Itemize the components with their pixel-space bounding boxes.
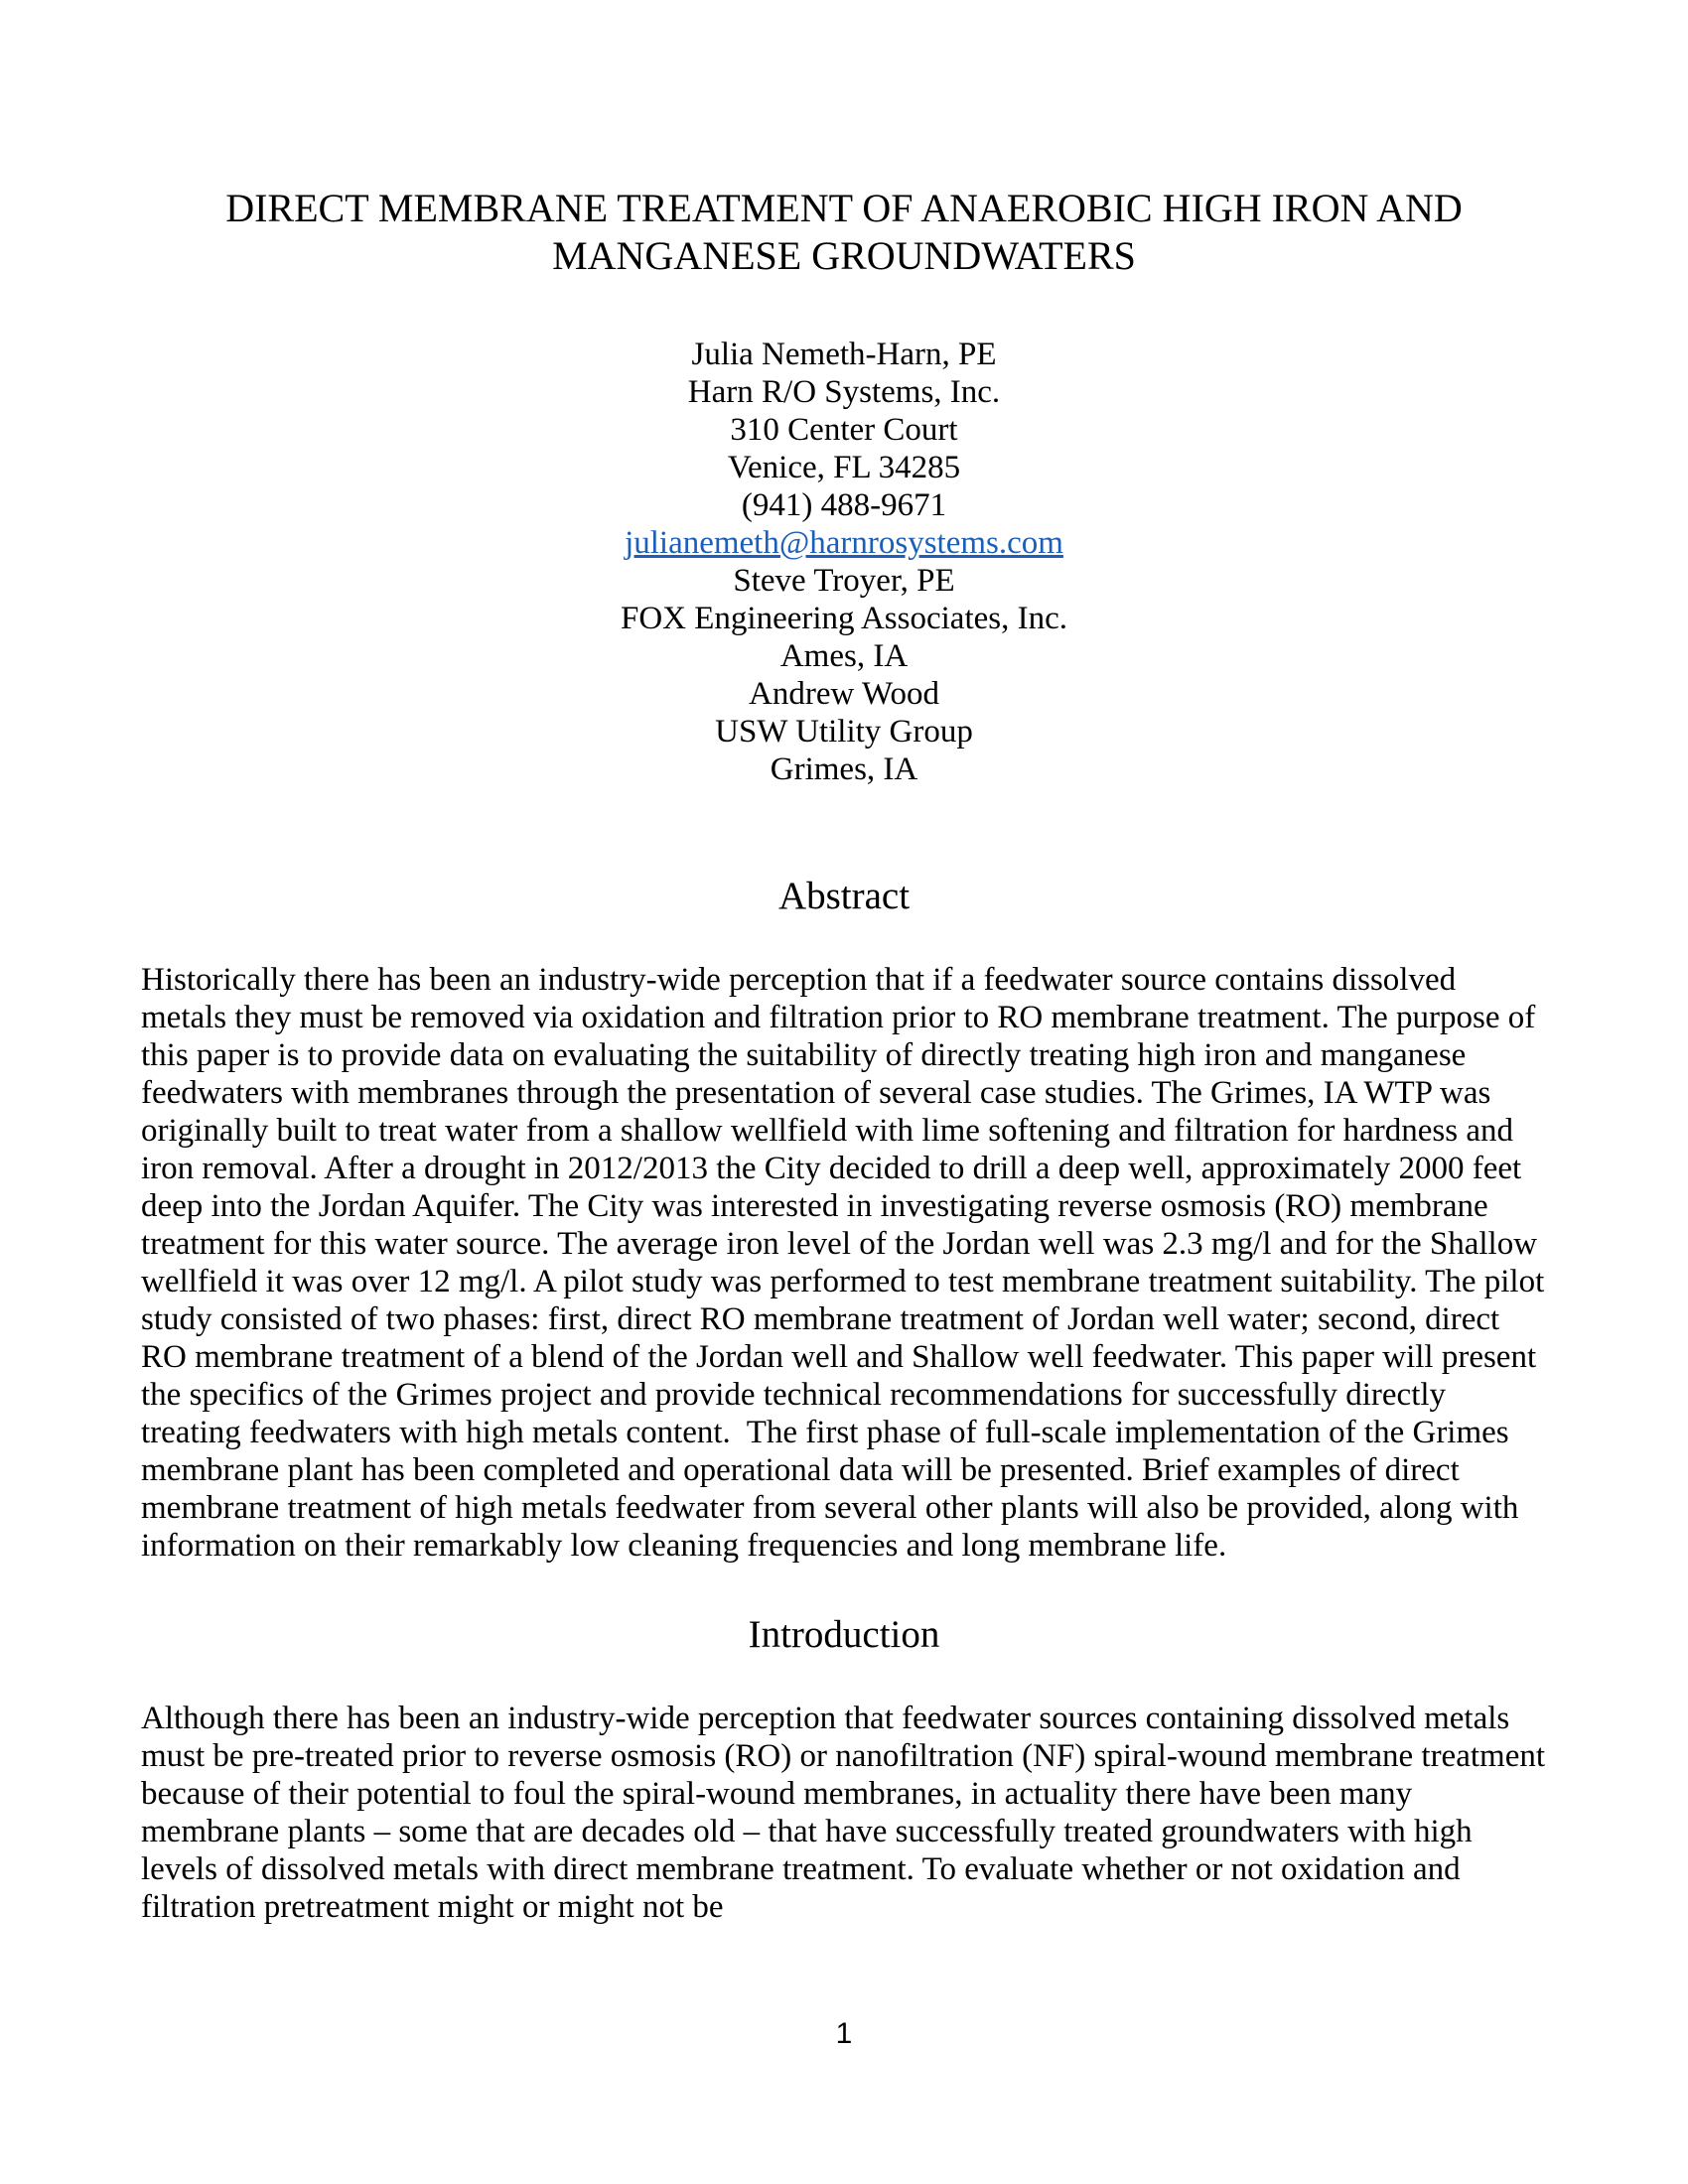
author-affiliation: FOX Engineering Associates, Inc. xyxy=(621,601,1067,636)
author-address-street: 310 Center Court xyxy=(730,412,958,448)
author-affiliation: Harn R/O Systems, Inc. xyxy=(687,374,1001,410)
author-address-city: Venice, FL 34285 xyxy=(727,450,961,485)
author-line: Andrew Wood xyxy=(749,676,939,712)
email-link[interactable]: julianemeth@harnrosystems.com xyxy=(625,525,1063,561)
author-block xyxy=(141,336,1547,788)
author-line: Steve Troyer, PE xyxy=(733,563,955,599)
abstract-paragraph: Historically there has been an industry-wide perception that if a feedwater source contains dissolved metals they must be removed via oxidation and filtration prior to RO membrane treatment. The purpose of this paper is to provide data on evaluating the suitability of directly treating high iron and manganese feedwaters with membranes through the presentation of several case studies. The Grimes, IA WTP was originally built to treat water from a shallow wellfield with lime softening and filtration for hardness and iron removal. After a drought in 2012/2013 the City decided to drill a deep well, approximately 2000 feet deep into the Jordan Aquifer. The City was interested in investigating reverse osmosis (RO) membrane treatment for this water source. The average iron level of the Jordan well was 2.3 mg/l and for the Shallow wellfield it was over 12 mg/l. A pilot study was performed to test membrane treatment suitability. The pilot study consisted of two phases: first, direct RO membrane treatment of Jordan well water; second, direct RO membrane treatment of a blend of the Jordan well and Shallow well feedwater. This paper will present the specifics of the Grimes project and provide technical recommendations for successfully directly treating feedwaters with high metals content. The first phase of full-scale implementation of the Grimes membrane plant has been completed and operational data will be presented. Brief examples of direct membrane treatment of high metals feedwater from several other plants will also be provided, along with information on their remarkably low cleaning frequencies and long membrane life. xyxy=(141,962,1553,1564)
author-phone: (941) 488-9671 xyxy=(741,487,947,523)
paper-title: DIRECT MEMBRANE TREATMENT OF ANAEROBIC HIGH IRON AND MANGANESE GROUNDWATERS xyxy=(225,186,1463,278)
author-address-city: Grimes, IA xyxy=(770,751,918,787)
author-address-city: Ames, IA xyxy=(779,638,909,674)
page-number: 1 xyxy=(835,2017,853,2050)
section-heading-abstract: Abstract xyxy=(777,875,911,917)
author-email-line xyxy=(141,524,1547,562)
introduction-paragraph: Although there has been an industry-wide perception that feedwater sources containing dissolved metals must be pre-treated prior to reverse osmosis (RO) or nanofiltration (NF) spiral-wound membrane treatment because of their potential to foul the spiral-wound membranes, in actuality there have been many membrane plants – some that are decades old – that have successfully treated groundwaters with high levels of dissolved metals with direct membrane treatment. To evaluate whether or not oxidation and filtration pretreatment might or might not be xyxy=(141,1701,1554,1925)
author-affiliation: USW Utility Group xyxy=(715,714,973,750)
author-line: Julia Nemeth-Harn, PE xyxy=(691,337,997,372)
section-heading-introduction: Introduction xyxy=(748,1613,940,1656)
